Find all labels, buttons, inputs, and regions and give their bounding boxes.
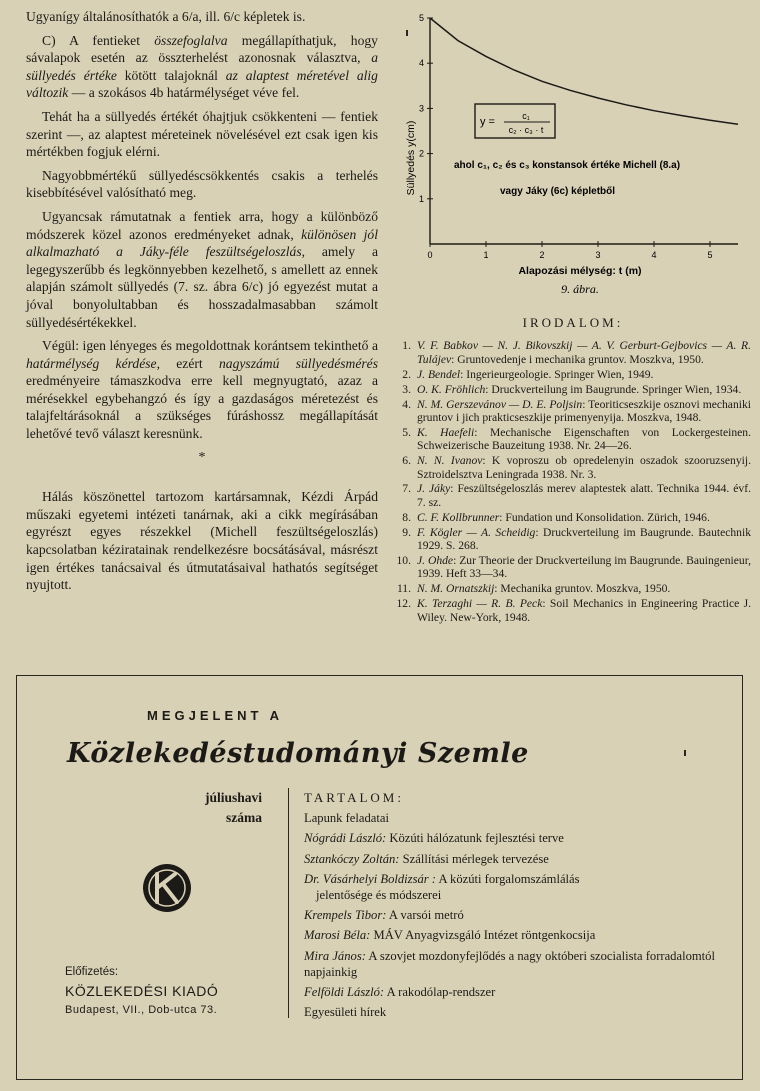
reference-authors: J. Ohde — [417, 554, 454, 567]
publisher-name: KÖZLEKEDÉSI KIADÓ — [65, 983, 219, 999]
toc-author: Mira János: — [304, 948, 366, 963]
reference-authors: N. M. Gerszevánov — D. E. Poljsin — [417, 397, 583, 411]
x-tick-label: 0 — [427, 250, 433, 260]
issue-month: júliushavi — [204, 790, 262, 805]
toc-item — [304, 1004, 724, 1020]
reference-authors: C. F. Kollbrunner — [417, 510, 500, 524]
toc-title: A varsói metró — [386, 908, 464, 923]
toc-author: Dr. Vásárhelyi Boldizsár : — [304, 871, 437, 886]
publisher-address: Budapest, VII., Dob-utca 73. — [65, 1004, 218, 1016]
reference-details: : Mechanische Eigenschaften von Lockergesteinen. Schweizerische Bauzeitung 1938. Nr. 24—26. — [417, 425, 751, 453]
paragraph-2: C) A fentieket összefoglalva megállapíthatjuk, hogy sávalapok esetén az összterhelést azonosnak választva, a süllyedés értéke kötött talajoknál az alaptest méretével alig változik — a szokásos 4b határmélységet véve fel. — [26, 32, 378, 101]
y-tick-label: 5 — [418, 13, 424, 23]
reference-details: : K voproszu ob opredelenyin oszadok szooruzsenyij. Sztroidelsztva Leningrada 1938. Nr. 3. — [417, 454, 751, 481]
references-list — [395, 339, 751, 624]
reference-number: 5. — [402, 425, 411, 439]
toc-author: Krempels Tibor: — [304, 908, 387, 923]
toc-author: Sztankóczy Zoltán: — [304, 851, 400, 866]
reference-authors: N. N. Ivanov — [417, 454, 483, 468]
paragraph-1: Ugyanígy általánosíthatók a 6/a, ill. 6/c képletek is. — [26, 9, 306, 24]
y-axis-label: Süllyedés y(cm) — [405, 120, 417, 196]
reference-item — [395, 482, 751, 509]
toc-item — [304, 984, 724, 1000]
reference-item — [395, 526, 751, 553]
x-tick-label: 2 — [539, 250, 545, 260]
paragraph-4: Nagyobbmértékű süllyedéscsökkentés csakis a terhelés kisebbítésével valósítható meg. — [26, 167, 378, 201]
reference-number: 11. — [396, 582, 411, 596]
chart-ticks — [419, 13, 713, 260]
toc-heading: TARTALOM: — [304, 790, 404, 805]
chart-annotation-1: ahol c₁, c₂ és c₃ konstansok értéke Michell (8.a) — [454, 160, 681, 171]
chart-annotation-2: vagy Jáky (6c) képletből — [500, 186, 616, 197]
reference-item — [395, 339, 751, 366]
reference-details: : Soil Mechanics in Engineering Practice J. Wiley. New-York, 1948. — [417, 597, 751, 624]
figure-9-chart — [400, 8, 750, 313]
reference-number: 12. — [396, 597, 411, 611]
toc-author: Marosi Béla: — [304, 928, 371, 943]
reference-number: 10. — [396, 554, 411, 567]
reference-number: 2. — [402, 367, 411, 381]
toc-item — [304, 871, 724, 903]
reference-details: : Ingerieurgeologie. Springer Wien, 1949. — [460, 367, 654, 381]
y-tick-label: 1 — [418, 193, 424, 204]
reference-details: : Fundation und Konsolidation. Zürich, 1946. — [499, 510, 710, 524]
subscription-info — [65, 963, 218, 1020]
x-tick-label: 1 — [483, 250, 489, 260]
formula-lhs: y = — [480, 116, 495, 128]
article-left-column — [26, 8, 378, 600]
paragraph-3: Tehát ha a süllyedés értékét óhajtjuk csökkenteni — fentiek szerint —, az alaptest méreteinek növelésével ezt csak igen kis mértékben fogjuk elérni. — [26, 108, 378, 160]
reference-details: : Druckverteilung im Baugrunde. Springer Wien, 1934. — [485, 382, 742, 396]
reference-number: 4. — [402, 397, 411, 411]
toc-title: A szovjet mozdonyfejlődés a nagy októberi szocialista forradalomtól napjainkig — [304, 948, 715, 979]
reference-number: 6. — [402, 454, 411, 468]
issue-label — [147, 788, 262, 828]
reference-authors: O. K. Fröhlich — [417, 382, 486, 396]
paragraph-6: Végül: igen lényeges és megoldottnak korántsem tekinthető a határmélység kérdése, ezért nagyszámú süllyedésmérés eredményeire támaszkodva erre kell megnyugtató, azaz a mérésekkel egybehangzó és így a gazdaságos méretezést és talajfeltárásoknál a szükséges fúráshossz megállapítását lehetővé tevő választ keresnünk. — [26, 338, 378, 442]
reference-item — [395, 454, 751, 481]
reference-number: 7. — [402, 482, 411, 496]
reference-authors: J. Jáky — [417, 482, 451, 496]
reference-item — [395, 383, 751, 396]
toc-item — [304, 907, 724, 923]
toc-title-continued: jelentősége és módszerei — [316, 888, 442, 903]
reference-authors: K. Terzaghi — R. B. Peck — [417, 597, 543, 611]
toc-author: Felföldi László: — [304, 985, 385, 1000]
x-tick-label: 5 — [707, 250, 713, 260]
toc-title: Egyesületi hírek — [304, 1005, 387, 1020]
section-separator: * — [198, 449, 206, 465]
reference-authors: N. M. Ornatszkij — [417, 582, 495, 596]
journal-advertisement — [16, 675, 743, 1080]
toc-author: Nógrádi László: — [304, 831, 387, 846]
reference-details: : Druckverteilung im Baugrunde. Bautechnik 1929. S. 268. — [417, 525, 751, 553]
reference-item — [395, 426, 751, 453]
acknowledgement-paragraph: Hálás köszönettel tartozom kartársamnak, Kézdi Árpád műszaki egyetemi intézeti tanárnak, aki a cikk megírásában egyrészt egyes részekkel (Michell feszültségeloszlás) kapcsolatban kéziratainak rendelkezésre bocsátásával, másrészt igen értékes tanácsaival és útmutatásaival hathatós segítséget nyujtott. — [26, 489, 378, 593]
ad-heading: MEGJELENT A — [147, 708, 283, 723]
reference-details: : Teoriticseszkije osznovi mechaniki gruntov i jich prakticseszkije primenyenyija. Moszkva, 1948. — [417, 397, 751, 424]
reference-item — [395, 582, 751, 595]
toc-title: Közúti hálózatunk fejlesztési terve — [386, 831, 564, 846]
formula-denominator: c₂ · c₃ · t — [508, 125, 544, 135]
reference-authors: F. Kögler — A. Scheidig — [417, 525, 536, 539]
x-tick-label: 4 — [651, 250, 657, 260]
reference-item — [395, 511, 751, 524]
toc-item — [304, 830, 724, 846]
reference-number: 9. — [402, 525, 411, 539]
reference-details: : Zur Theorie der Druckverteilung im Baugrunde. Bauingenieur, 1939. Heft 33—34. — [417, 554, 751, 581]
reference-item — [395, 368, 751, 381]
reference-number: 1. — [402, 339, 411, 353]
toc-item — [304, 927, 724, 943]
toc-item — [304, 851, 724, 867]
toc-title: Szállítási mérlegek tervezése — [399, 851, 549, 866]
reference-item — [395, 554, 751, 581]
toc-item — [304, 948, 724, 980]
journal-title: Közlekedéstudományi Szemle — [67, 738, 529, 769]
y-tick-label: 3 — [418, 103, 424, 114]
x-axis-label: Alapozási mélység: t (m) — [518, 265, 642, 277]
toc-title: Lapunk feladatai — [304, 811, 389, 826]
reference-authors: J. Bendel — [417, 367, 461, 381]
settlement-depth-chart — [400, 8, 750, 313]
publisher-logo-icon — [141, 862, 193, 914]
y-tick-label: 2 — [418, 148, 424, 159]
toc-item — [304, 810, 724, 826]
references-section — [395, 316, 751, 626]
toc-title: A rakodólap-rendszer — [384, 985, 496, 1000]
reference-authors: K. Haefeli — [417, 425, 475, 439]
subscribe-label: Előfizetés: — [65, 966, 119, 978]
reference-authors: V. F. Babkov — N. J. Bikovszkij — A. V. Gerburt-Gejbovics — A. R. Tulájev — [417, 339, 751, 366]
series-curve — [430, 18, 738, 124]
print-mark — [684, 750, 686, 756]
formula-numerator: c₁ — [522, 111, 530, 121]
reference-details: : Feszültségeloszlás merev alaptestek alatt. Technika 1944. évf. 7. sz. — [417, 482, 751, 509]
reference-details: : Gruntovedenje i mechanika gruntov. Moszkva, 1950. — [451, 352, 704, 366]
reference-item — [395, 398, 751, 425]
ad-table-of-contents — [304, 790, 724, 1024]
toc-title: MÁV Anyagvizsgáló Intézet röntgenkocsija — [370, 928, 596, 943]
reference-number: 3. — [402, 382, 411, 396]
ad-divider — [288, 788, 289, 1018]
print-mark — [406, 30, 408, 36]
y-tick-label: 4 — [418, 58, 424, 69]
reference-number: 8. — [402, 510, 411, 524]
toc-list — [304, 810, 724, 1020]
reference-item — [395, 597, 751, 624]
reference-details: : Mechanika gruntov. Moszkva, 1950. — [494, 582, 671, 596]
paragraph-5: Ugyancsak rámutatnak a fentiek arra, hogy a különböző módszerek közel azonos eredményeket adnak, különösen jól alkalmazható a Jáky-féle feszültségeloszlás, amely a legegyszerűbb és legkönnyebben kezelhető, s amellett az ennek alapján számolt süllyedés (7. sz. ábra 6/c) jó egyezést mutat a jóval bonyolultabban és hosszadalmasabban számolt süllyedésértékekkel. — [26, 208, 378, 330]
issue-word: száma — [226, 810, 262, 825]
x-tick-label: 3 — [595, 250, 601, 260]
references-heading: IRODALOM: — [522, 315, 624, 330]
figure-caption: 9. ábra. — [561, 282, 599, 296]
toc-title: A közúti forgalomszámlálás — [436, 871, 580, 886]
